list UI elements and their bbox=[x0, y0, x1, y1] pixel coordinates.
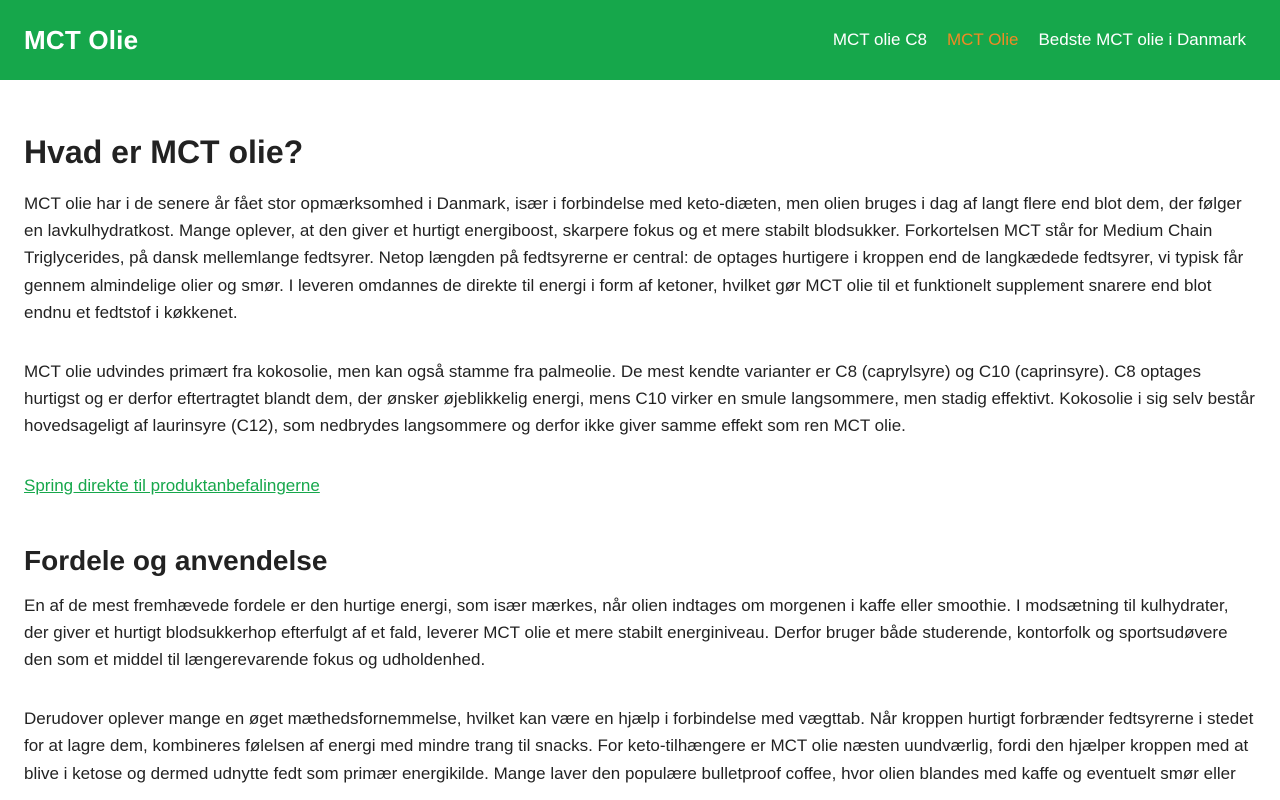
site-logo[interactable]: MCT Olie bbox=[24, 24, 139, 55]
site-header bbox=[0, 0, 1280, 80]
nav-item-bedste-mct-olie[interactable]: Bedste MCT olie i Danmark bbox=[1038, 30, 1246, 49]
page-title: Hvad er MCT olie? bbox=[24, 134, 304, 170]
jump-link-wrapper bbox=[24, 472, 1256, 500]
intro-paragraph-1: MCT olie har i de senere år fået stor opmærksomhed i Danmark, især i forbindelse med keto-diæten, men olien bruges i dag af langt flere end blot dem, der følger en lavkulhydratkost. Mange oplever, at den giver et hurtigt energiboost, skarpere fokus og et mere stabilt blodsukker. Forkortelsen MCT står for Medium Chain Triglycerides, på dansk mellemlange fedtsyrer. Netop længden på fedtsyrerne er central: de optages hurtigere i kroppen end de langkædede fedtsyrer, vi typisk får gennem almindelige olier og smør. I leveren omdannes de direkte til energi i form af ketoner, hvilket gør MCT olie til et funktionelt supplement snarere end blot endnu et fedtstof i køkkenet. bbox=[24, 194, 1244, 322]
main-nav bbox=[813, 30, 1246, 50]
nav-item-mct-olie[interactable]: MCT Olie bbox=[946, 30, 1019, 49]
section2-paragraph-2: Derudover oplever mange en øget mæthedsfornemmelse, hvilket kan være en hjælp i forbindelse med vægttab. Når kroppen hurtigt forbrænder fedtsyrerne i stedet for at lagre dem, kombineres følelsen af energi med mindre trang til snacks. For keto-tilhængere er MCT olie næsten uundværlig, fordi den hjælper kroppen med at blive i ketose og dermed udnytte fedt som primær energikilde. Mange laver den populære bulletproof coffee, hvor olien blandes med kaffe og eventuelt smør eller bbox=[24, 709, 1254, 783]
section2-paragraph-1: En af de mest fremhævede fordele er den hurtige energi, som især mærkes, når olien indtages om morgenen i kaffe eller smoothie. I modsætning til kulhydrater, der giver et hurtigt blodsukkerhop efterfulgt af et fald, leverer MCT olie et mere stabilt energiniveau. Derfor bruger både studerende, kontorfolk og sportsudøvere den som et middel til længerevarende fokus og udholdenhed. bbox=[24, 595, 1229, 670]
section-title-fordele: Fordele og anvendelse bbox=[24, 544, 328, 576]
nav-item-mct-olie-c8[interactable]: MCT olie C8 bbox=[832, 30, 927, 49]
intro-paragraph-2: MCT olie udvindes primært fra kokosolie, men kan også stamme fra palmeolie. De mest kendte varianter er C8 (caprylsyre) og C10 (caprinsyre). C8 optages hurtigst og er derfor eftertragtet blandt dem, der ønsker øjeblikkelig energi, mens C10 virker en smule langsommere, men stadig effektivt. Kokosolie i sig selv består hovedsageligt af laurinsyre (C12), som nedbrydes langsommere og derfor ikke giver samme effekt som ren MCT olie. bbox=[24, 362, 1255, 436]
main-content bbox=[0, 132, 1280, 787]
jump-to-products-link[interactable]: Spring direkte til produktanbefalingerne bbox=[24, 475, 320, 495]
